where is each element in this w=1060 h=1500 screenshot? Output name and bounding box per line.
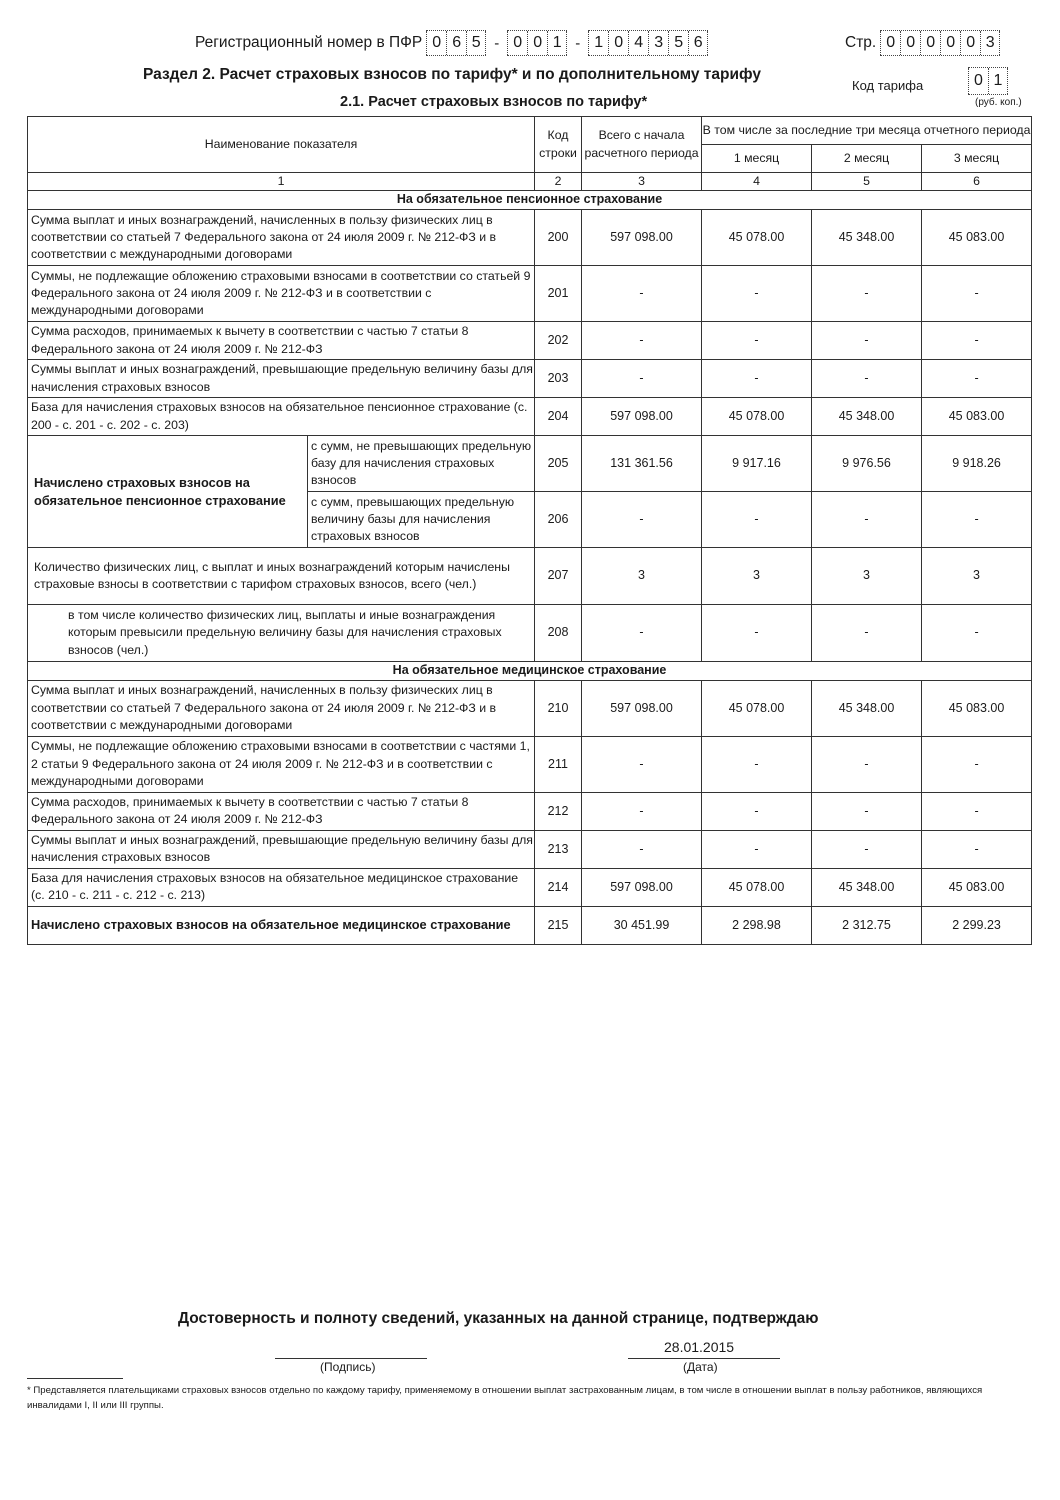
header-name: Наименование показателя [28, 117, 535, 173]
reg-group-1 [426, 30, 486, 56]
reg-group-2 [507, 30, 567, 56]
table-row [28, 605, 1032, 662]
page-digit: 0 [880, 31, 900, 55]
row-m2: - [812, 830, 922, 868]
row-m3: 45 083.00 [922, 868, 1032, 906]
reg-digit: 1 [547, 31, 567, 55]
row-m2: 45 348.00 [812, 210, 922, 266]
row-m3: - [922, 605, 1032, 662]
reg-digit: 6 [688, 31, 708, 55]
row-m3: - [922, 792, 1032, 830]
row-total: - [582, 322, 702, 360]
row-name: База для начисления страховых взносов на обязательное пенсионное страхование (с. 200 - с. 201 - с. 202 - с. 203) [28, 398, 535, 436]
col-num: 1 [28, 173, 535, 191]
row-code: 212 [535, 792, 582, 830]
row-code: 201 [535, 266, 582, 322]
row-m2: - [812, 736, 922, 792]
row-m2: - [812, 605, 922, 662]
registration-label: Регистрационный номер в ПФР [195, 34, 423, 51]
row-name: с сумм, превышающих предельную величину базы для начисления страховых взносов [308, 492, 535, 548]
row-name: База для начисления страховых взносов на обязательное медицинское страхование (с. 210 - с. 211 - с. 212 - с. 213) [28, 868, 535, 906]
page-digit: 0 [960, 31, 980, 55]
page-number [845, 30, 1000, 56]
tariff-digit: 0 [968, 68, 988, 94]
row-m3: 3 [922, 548, 1032, 605]
row-code: 205 [535, 436, 582, 492]
row-code: 210 [535, 680, 582, 736]
table-row [28, 266, 1032, 322]
row-code: 200 [535, 210, 582, 266]
row-code: 207 [535, 548, 582, 605]
reg-group-3 [588, 30, 708, 56]
header-total: Всего с начала расчетного периода [582, 117, 702, 173]
tariff-code [968, 67, 1008, 95]
row-total: - [582, 736, 702, 792]
row-m2: 45 348.00 [812, 868, 922, 906]
row-m1: - [702, 792, 812, 830]
row-m2: - [812, 360, 922, 398]
row-m3: - [922, 360, 1032, 398]
row-m1: - [702, 736, 812, 792]
header-month-1: 1 месяц [702, 145, 812, 173]
row-name: Сумма выплат и иных вознаграждений, начисленных в пользу физических лиц в соответствии со статьей 7 Федерального закона от 24 июля 2009 г. № 212-ФЗ и в соответствии с международными договорами [28, 210, 535, 266]
row-total: - [582, 792, 702, 830]
row-name: Суммы, не подлежащие обложению страховыми взносами в соответствии со статьей 9 Федерального закона от 24 июля 2009 г. № 212-ФЗ и в соответствии с международными договорами [28, 266, 535, 322]
contributions-table [27, 116, 1032, 945]
reg-digit: 0 [527, 31, 547, 55]
row-name: Суммы выплат и иных вознаграждений, превышающие предельную величину базы для начисления страховых взносов [28, 830, 535, 868]
table-row [28, 548, 1032, 605]
row-total: - [582, 360, 702, 398]
row-m2: 3 [812, 548, 922, 605]
table-row [28, 792, 1032, 830]
date-line [628, 1358, 780, 1359]
row-m1: 2 298.98 [702, 906, 812, 944]
table-row [28, 906, 1032, 944]
column-numbers-row [28, 173, 1032, 191]
table-row [28, 322, 1032, 360]
table-row [28, 736, 1032, 792]
header-month-2: 2 месяц [812, 145, 922, 173]
row-m3: - [922, 830, 1032, 868]
page-digit: 0 [920, 31, 940, 55]
col-num: 5 [812, 173, 922, 191]
row-m2: 45 348.00 [812, 398, 922, 436]
row-total: 597 098.00 [582, 680, 702, 736]
table-row [28, 436, 1032, 492]
row-total: 131 361.56 [582, 436, 702, 492]
header-months: В том числе за последние три месяца отчетного периода [702, 117, 1032, 145]
row-m1: - [702, 266, 812, 322]
row-m3: - [922, 492, 1032, 548]
row-m2: 2 312.75 [812, 906, 922, 944]
row-m1: - [702, 830, 812, 868]
row-code: 204 [535, 398, 582, 436]
accrued-pension-label: Начислено страховых взносов на обязательное пенсионное страхование [28, 436, 308, 548]
row-m1: 3 [702, 548, 812, 605]
row-m2: - [812, 792, 922, 830]
row-name: Сумма выплат и иных вознаграждений, начисленных в пользу физических лиц в соответствии со статьей 7 Федерального закона от 24 июля 2009 г. № 212-ФЗ и в соответствии с международными договорами [28, 680, 535, 736]
table-row [28, 830, 1032, 868]
row-total: 597 098.00 [582, 868, 702, 906]
row-code: 211 [535, 736, 582, 792]
units-note: (руб. коп.) [975, 97, 1022, 108]
row-total: - [582, 266, 702, 322]
row-m1: - [702, 322, 812, 360]
footnote: * Представляется плательщиками страховых взносов отдельно по каждому тарифу, применяемому в отношении выплат застрахованным лицам, в том числе в отношении выплат в пользу работников, являющихся инвалидами I, II или III группы. [27, 1385, 983, 1411]
row-name: Суммы, не подлежащие обложению страховыми взносами в соответствии с частями 1, 2 статьи 9 Федерального закона от 24 июля 2009 г. № 212-ФЗ и в соответствии с международными договорами [28, 736, 535, 792]
row-m1: 45 078.00 [702, 868, 812, 906]
reg-digit: 0 [608, 31, 628, 55]
signature-line [275, 1358, 427, 1359]
row-m2: 9 976.56 [812, 436, 922, 492]
table-row [28, 680, 1032, 736]
row-total: - [582, 830, 702, 868]
header-code: Код строки [535, 117, 582, 173]
row-total: 3 [582, 548, 702, 605]
row-m2: - [812, 322, 922, 360]
row-code: 203 [535, 360, 582, 398]
page-digit: 0 [940, 31, 960, 55]
reg-digit: 5 [466, 31, 486, 55]
row-name: Количество физических лиц, с выплат и иных вознаграждений которым начислены страховые взносы в соответствии с тарифом страховых взносов, всего (чел.) [28, 548, 535, 605]
reg-digit: 4 [628, 31, 648, 55]
row-code: 213 [535, 830, 582, 868]
page-digits [880, 30, 1000, 56]
signature-caption: (Подпись) [320, 1360, 376, 1374]
col-num: 4 [702, 173, 812, 191]
page-digit: 3 [980, 31, 1000, 55]
footnote-rule [27, 1378, 123, 1379]
row-m2: - [812, 492, 922, 548]
tariff-code-label: Код тарифа [852, 78, 924, 93]
row-total: - [582, 492, 702, 548]
reg-digit: 5 [668, 31, 688, 55]
row-m2: 45 348.00 [812, 680, 922, 736]
confirmation-statement: Достоверность и полноту сведений, указанных на данной странице, подтверждаю [178, 1310, 819, 1327]
row-m3: 45 083.00 [922, 680, 1032, 736]
reg-digit: 0 [507, 31, 527, 55]
row-m3: 45 083.00 [922, 210, 1032, 266]
header-month-3: 3 месяц [922, 145, 1032, 173]
section-medical: На обязательное медицинское страхование [28, 662, 1032, 681]
row-m3: 45 083.00 [922, 398, 1032, 436]
row-name: Начислено страховых взносов на обязательное медицинское страхование [28, 906, 535, 944]
row-total: 30 451.99 [582, 906, 702, 944]
row-name: Сумма расходов, принимаемых к вычету в соответствии с частью 7 статьи 8 Федерального закона от 24 июля 2009 г. № 212-ФЗ [28, 792, 535, 830]
row-m1: - [702, 605, 812, 662]
section-title: Раздел 2. Расчет страховых взносов по тарифу* и по дополнительному тарифу [143, 66, 761, 83]
row-m3: - [922, 736, 1032, 792]
row-code: 202 [535, 322, 582, 360]
page-label: Стр. [845, 34, 877, 51]
row-m1: 9 917.16 [702, 436, 812, 492]
table-row [28, 398, 1032, 436]
page-digit: 0 [900, 31, 920, 55]
row-name: Суммы выплат и иных вознаграждений, превышающие предельную величину базы для начисления страховых взносов [28, 360, 535, 398]
row-m1: 45 078.00 [702, 680, 812, 736]
reg-digit: 6 [446, 31, 466, 55]
reg-separator: - [575, 34, 581, 52]
row-m3: 9 918.26 [922, 436, 1032, 492]
row-m3: 2 299.23 [922, 906, 1032, 944]
row-name: с сумм, не превышающих предельную базу для начисления страховых взносов [308, 436, 535, 492]
date-value: 28.01.2015 [664, 1339, 735, 1355]
registration-number [195, 30, 708, 56]
row-m2: - [812, 266, 922, 322]
table-row [28, 210, 1032, 266]
col-num: 3 [582, 173, 702, 191]
section-pension: На обязательное пенсионное страхование [28, 191, 1032, 210]
row-m3: - [922, 266, 1032, 322]
reg-digit: 1 [588, 31, 608, 55]
row-m3: - [922, 322, 1032, 360]
row-m1: 45 078.00 [702, 398, 812, 436]
row-code: 208 [535, 605, 582, 662]
col-num: 6 [922, 173, 1032, 191]
row-code: 214 [535, 868, 582, 906]
row-m1: - [702, 492, 812, 548]
tariff-digit: 1 [988, 68, 1008, 94]
reg-separator: - [494, 34, 500, 52]
reg-digit: 0 [426, 31, 446, 55]
col-num: 2 [535, 173, 582, 191]
row-name: в том числе количество физических лиц, выплаты и иные вознаграждения которым превысили предельную величину базы для начисления страховых взносов (чел.) [28, 605, 535, 662]
row-total: - [582, 605, 702, 662]
subsection-title: 2.1. Расчет страховых взносов по тарифу* [340, 94, 648, 110]
row-total: 597 098.00 [582, 210, 702, 266]
row-code: 215 [535, 906, 582, 944]
date-caption: (Дата) [683, 1360, 718, 1374]
row-name: Сумма расходов, принимаемых к вычету в соответствии с частью 7 статьи 8 Федерального закона от 24 июля 2009 г. № 212-ФЗ [28, 322, 535, 360]
reg-digit: 3 [648, 31, 668, 55]
row-total: 597 098.00 [582, 398, 702, 436]
table-row [28, 360, 1032, 398]
row-m1: - [702, 360, 812, 398]
row-code: 206 [535, 492, 582, 548]
table-row [28, 868, 1032, 906]
row-m1: 45 078.00 [702, 210, 812, 266]
